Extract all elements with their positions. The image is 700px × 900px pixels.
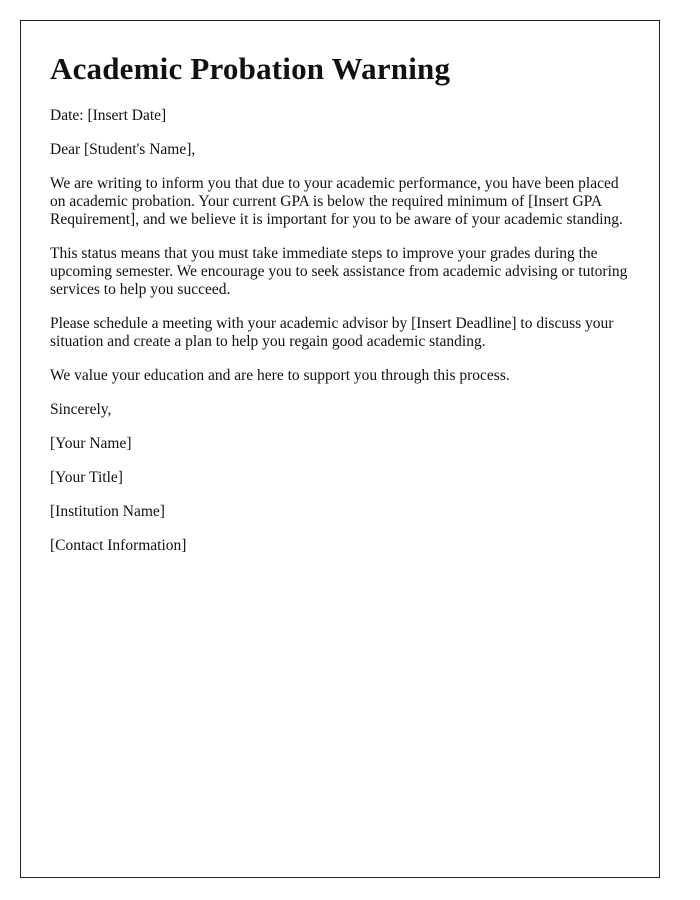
- letter-title: Academic Probation Warning: [50, 51, 451, 86]
- letter-page: [20, 20, 660, 878]
- letter-content: [50, 50, 634, 571]
- body-paragraph-2: This status means that you must take immediate steps to improve your grades during the upcoming semester. We encourage you to seek assistance from academic advising or tutoring services to help you succeed.: [50, 245, 628, 298]
- body-paragraph-4: We value your education and are here to support you through this process.: [50, 367, 510, 384]
- body-paragraph-1: We are writing to inform you that due to your academic performance, you have been placed on academic probation. Your current GPA is below the required minimum of [Insert GPA Requirement], and we believe it is important for you to be aware of your academic standing.: [50, 175, 623, 228]
- closing: Sincerely,: [50, 401, 112, 418]
- salutation: Dear [Student's Name],: [50, 141, 196, 158]
- signature-institution: [Institution Name]: [50, 503, 165, 520]
- signature-name: [Your Name]: [50, 435, 132, 452]
- body-paragraph-3: Please schedule a meeting with your academic advisor by [Insert Deadline] to discuss your situation and create a plan to help you regain good academic standing.: [50, 315, 614, 350]
- signature-contact: [Contact Information]: [50, 537, 187, 554]
- signature-title: [Your Title]: [50, 469, 123, 486]
- date-line: Date: [Insert Date]: [50, 107, 167, 124]
